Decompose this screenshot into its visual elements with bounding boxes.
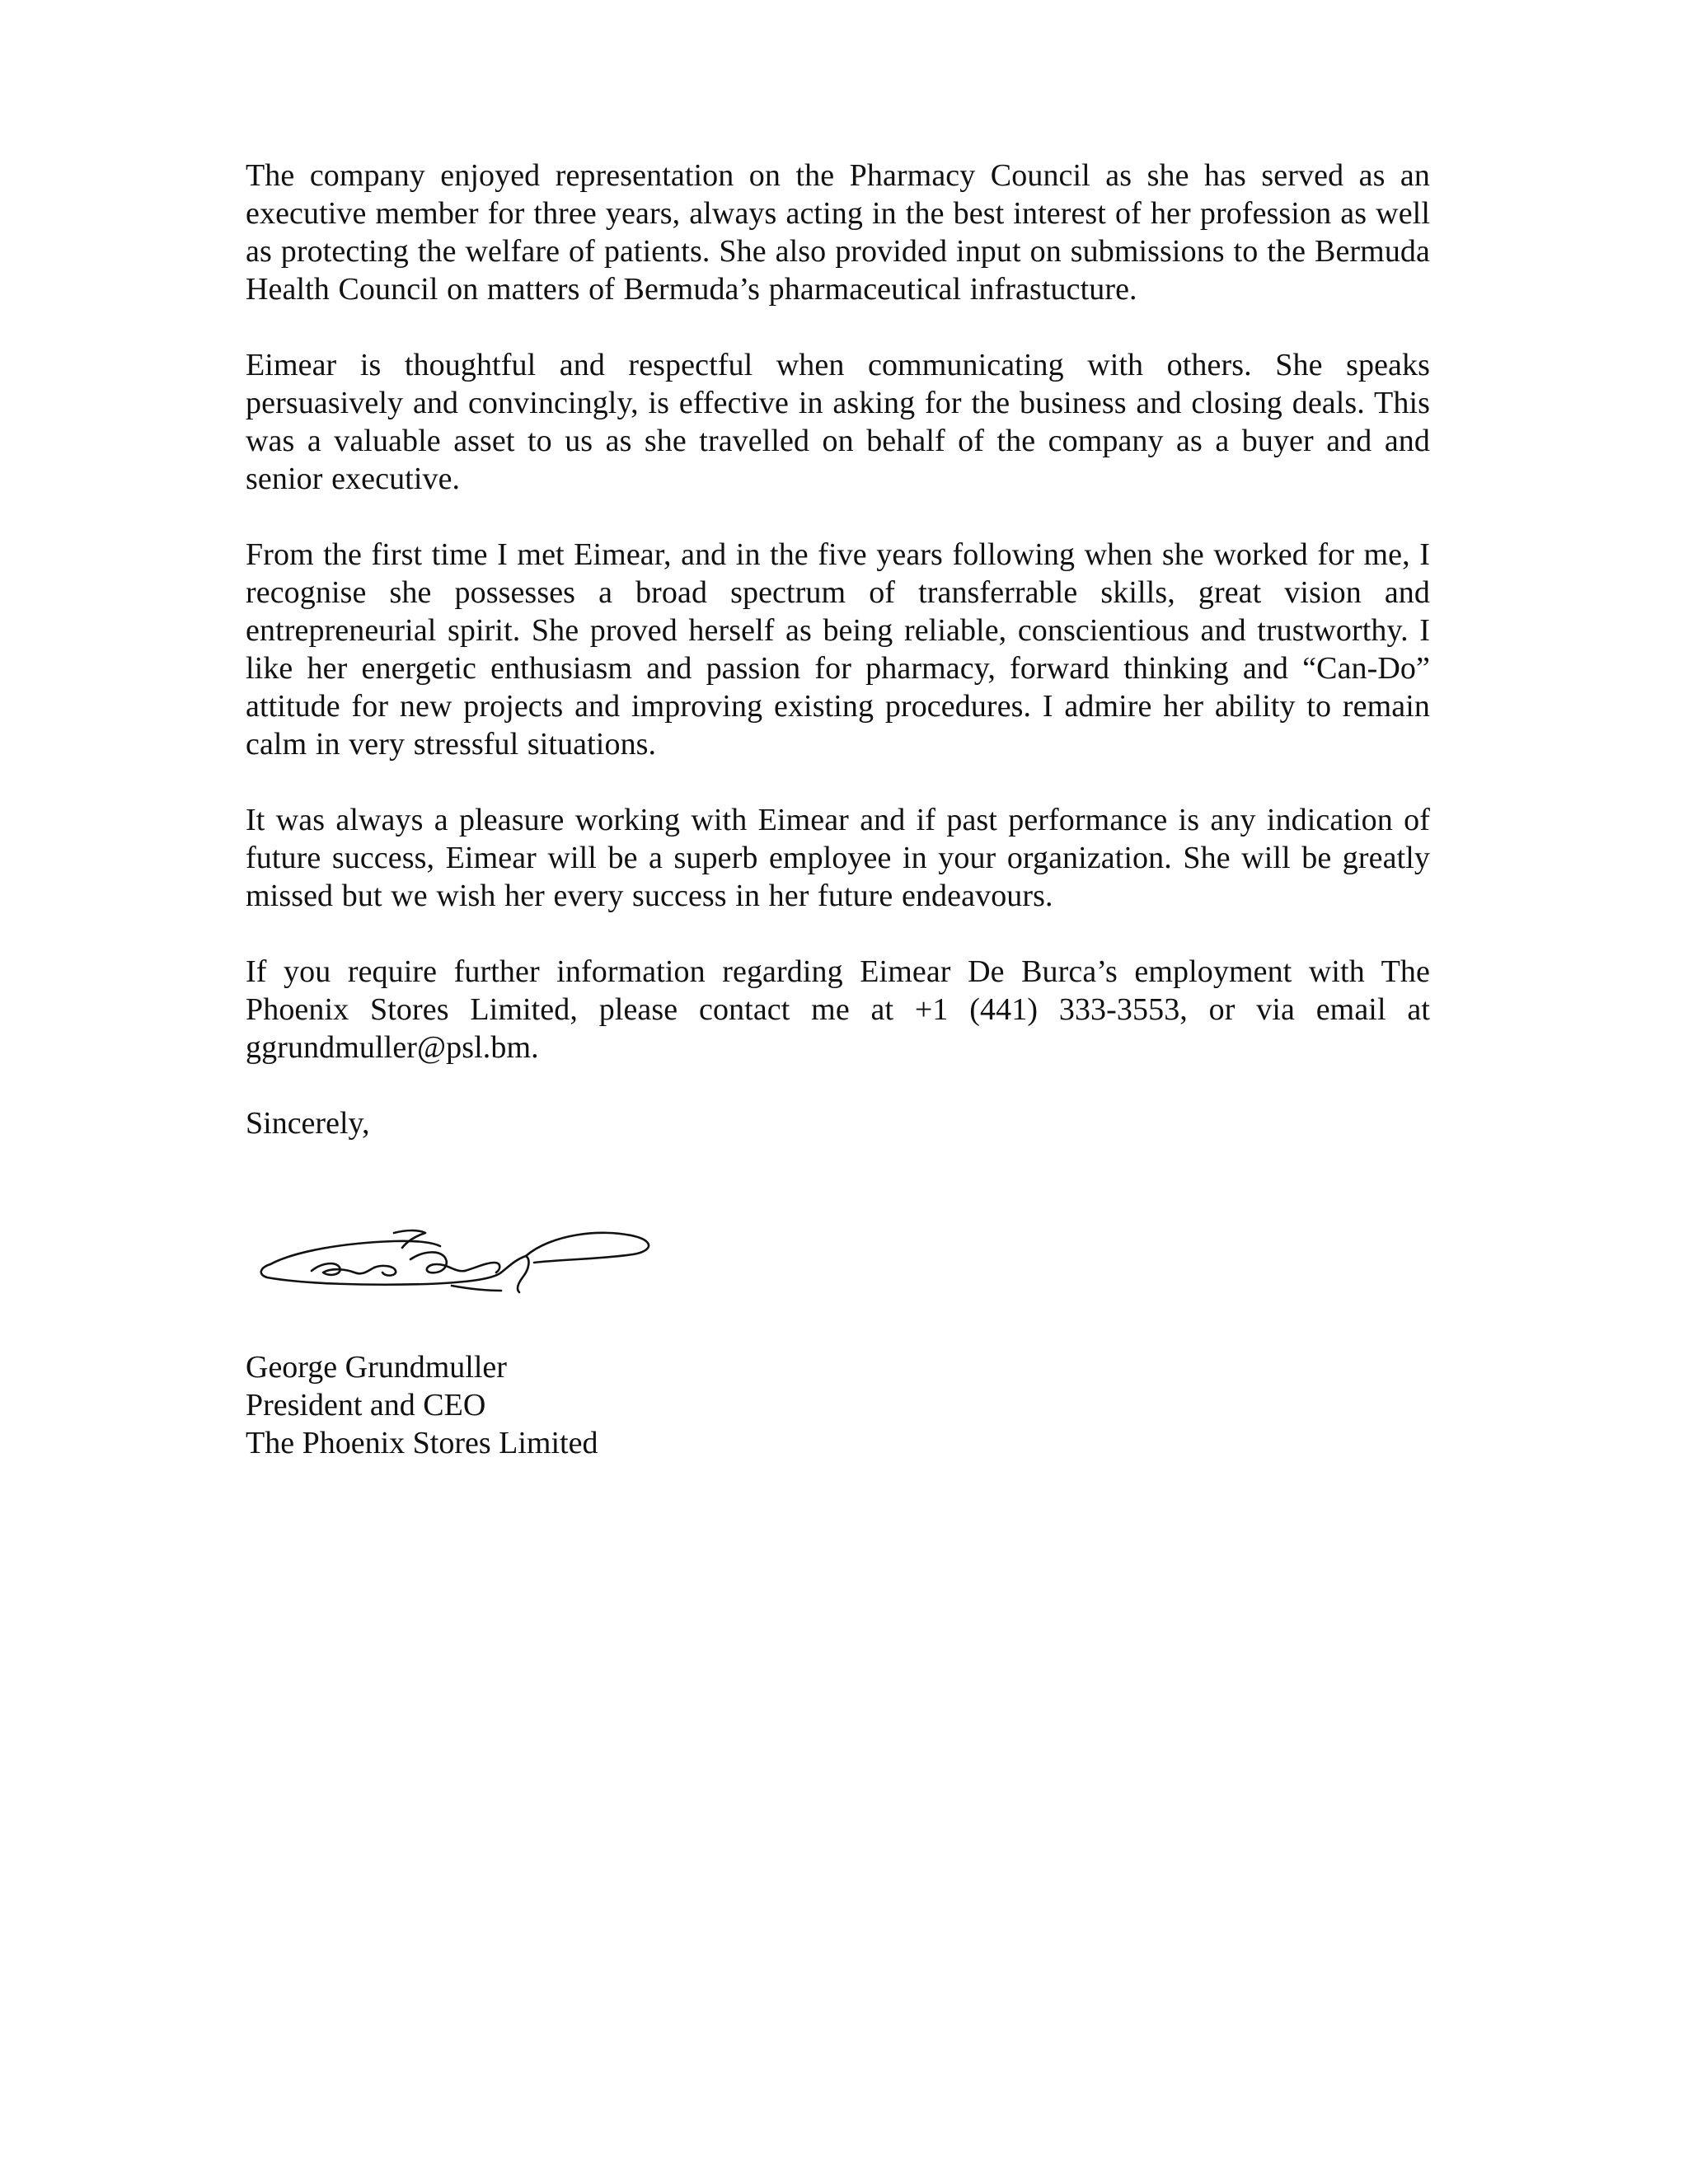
signer-block (246, 1348, 905, 1462)
paragraph-communication: Eimear is thoughtful and respectful when communicating with others. She speaks persuasively and convincingly, is effective in asking for the business and closing deals. This was a valuable asset to us as she travelled on behalf of the company as a buyer and and senior executive. (246, 348, 1430, 496)
paragraph-pharmacy-council: The company enjoyed representation on the Pharmacy Council as she has served as an executive member for three years, always acting in the best interest of her profession as well as protecting the welfare of patients. She also provided input on submissions to the Bermuda Health Council on matters of Bermuda’s pharmaceutical infrastucture. (246, 158, 1430, 307)
signer-company: The Phoenix Stores Limited (246, 1426, 598, 1460)
paragraph-skills: From the first time I met Eimear, and in the five years following when she worked for me, I recognise she possesses a broad spectrum of transferrable skills, great vision and entrepreneurial spirit. She proved herself as being reliable, conscientious and trustworthy. I like her energetic enthusiasm and passion for pharmacy, forward thinking and “Can-Do” attitude for new projects and improving existing procedures. I admire her ability to remain calm in very stressful situations. (246, 537, 1430, 762)
handwritten-signature (254, 1218, 658, 1296)
signer-name: George Grundmuller (246, 1350, 507, 1385)
signer-title: President and CEO (246, 1388, 486, 1422)
paragraph-contact: If you require further information regarding Eimear De Burca’s employment with The Phoenix Stores Limited, please contact me at +1 (441) 333-3553, or via email at ggrundmuller@psl.bm. (246, 954, 1430, 1065)
paragraph-recommendation: It was always a pleasure working with Eimear and if past performance is any indication of future success, Eimear will be a superb employee in your organization. She will be greatly missed but we wish her every success in her future endeavours. (246, 803, 1430, 913)
closing-salutation: Sincerely, (246, 1106, 370, 1141)
letter-body (246, 157, 1430, 1142)
